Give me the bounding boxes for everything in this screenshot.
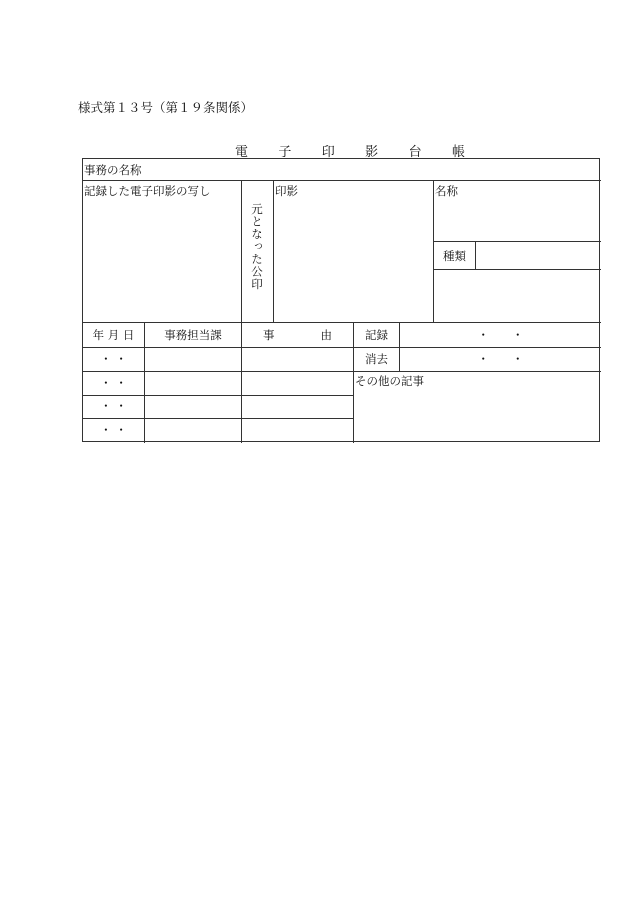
name-label: 名称 xyxy=(435,184,458,198)
grid-line xyxy=(83,322,601,323)
title-char: 印 xyxy=(321,145,335,160)
grid-line xyxy=(83,180,601,181)
title-char: 帳 xyxy=(451,145,465,160)
grid-line xyxy=(433,269,601,270)
form-number: 様式第１３号（第１９条関係） xyxy=(78,100,254,115)
title-char: 電 xyxy=(235,145,249,160)
office-name-label: 事務の名称 xyxy=(84,163,142,177)
seal-copy-label: 記録した電子印影の写し xyxy=(84,184,211,198)
row-date: ・ ・ xyxy=(100,352,127,366)
grid-line xyxy=(433,241,601,242)
grid-line xyxy=(433,180,434,322)
erase-date: ・ ・ xyxy=(477,352,524,366)
type-label: 種類 xyxy=(443,249,466,263)
grid-line xyxy=(83,395,353,396)
grid-line xyxy=(83,418,353,419)
title-char: 子 xyxy=(278,145,292,160)
date-column-header: 年 月 日 xyxy=(92,328,135,342)
row-date: ・ ・ xyxy=(100,423,127,437)
title-char: 影 xyxy=(365,145,379,160)
seal-impression-label: 印影 xyxy=(275,184,298,198)
seal-ledger-form xyxy=(82,158,600,442)
grid-line xyxy=(475,241,476,269)
reason-column-header: 事 由 xyxy=(263,328,332,342)
original-seal-label: 元となった公印 xyxy=(250,203,264,291)
grid-line xyxy=(83,371,601,372)
title-char: 台 xyxy=(408,145,422,160)
grid-line xyxy=(241,180,242,322)
grid-line xyxy=(83,347,601,348)
record-date: ・ ・ xyxy=(477,328,524,342)
row-date: ・ ・ xyxy=(100,376,127,390)
other-notes-label: その他の記事 xyxy=(355,374,424,388)
record-label: 記録 xyxy=(365,328,388,342)
grid-line xyxy=(273,180,274,322)
row-date: ・ ・ xyxy=(100,399,127,413)
department-column-header: 事務担当課 xyxy=(164,328,222,342)
erase-label: 消去 xyxy=(365,352,388,366)
